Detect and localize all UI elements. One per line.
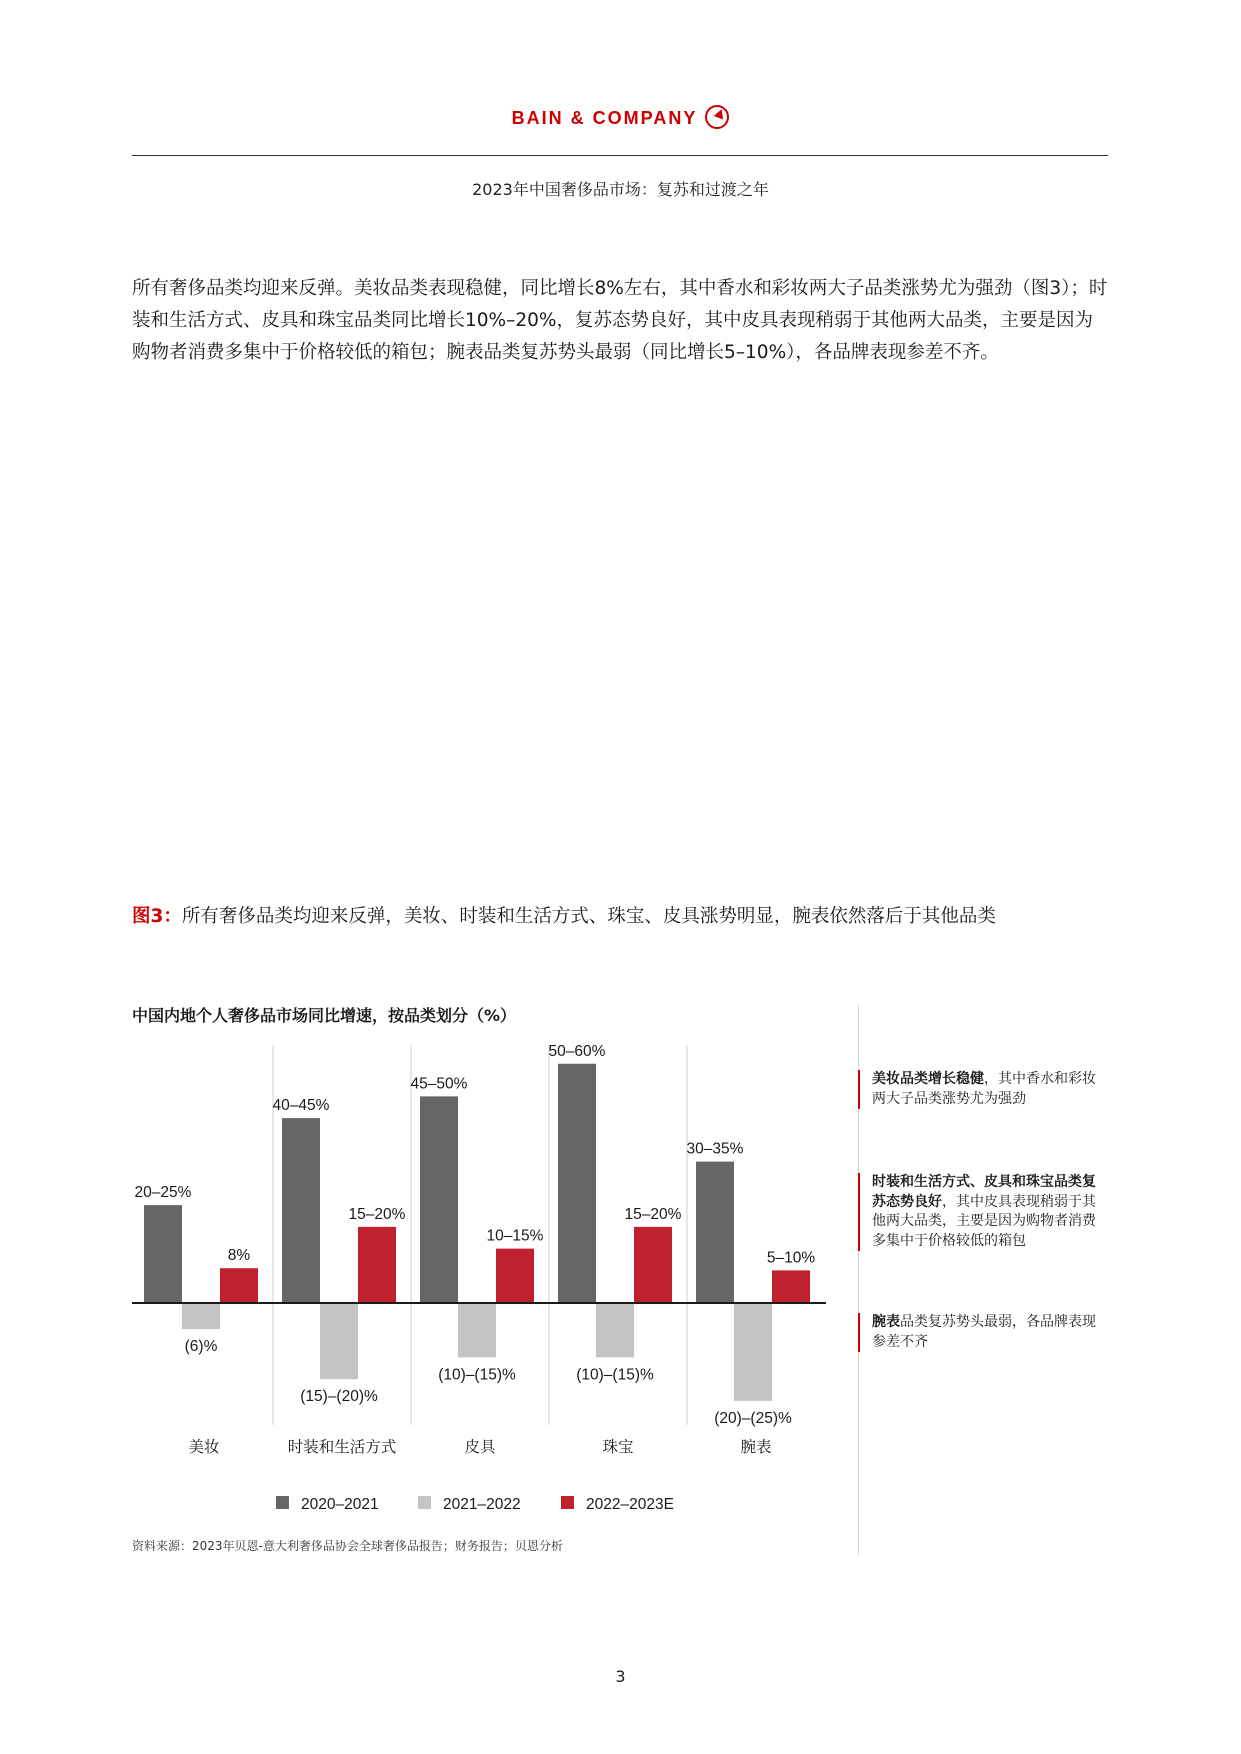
intro-paragraph: 所有奢侈品类均迎来反弹。美妆品类表现稳健，同比增长8%左右，其中香水和彩妆两大子品类涨势尤为强劲（图3）；时装和生活方式、皮具和珠宝品类同比增长10%–20%，复苏态势良好，其中皮具表现稍弱于其他两大品类，主要是因为购物者消费多集中于价格较低的箱包；腕表品类复苏势头最弱（同比增长5–10%），各品牌表现参差不齐。 [132, 278, 1108, 363]
bar [282, 1118, 320, 1303]
bar [144, 1205, 182, 1303]
legend-swatch [561, 1496, 574, 1509]
data-label: 45–50% [410, 1075, 468, 1093]
callout-text: ，其中香水和彩妆两大子品类涨势尤为强劲 [872, 1071, 1096, 1107]
brand-name: BAIN & COMPANY [511, 108, 698, 128]
bar [496, 1249, 534, 1303]
figure-label: 图3： [132, 906, 182, 927]
callout-watches [858, 1313, 1098, 1352]
legend-swatch [418, 1496, 431, 1509]
data-label: (6)% [184, 1338, 218, 1356]
callout-bold: 腕表 [872, 1314, 900, 1330]
data-label: (15)–(20)% [300, 1388, 378, 1406]
category-label: 腕表 [740, 1439, 772, 1456]
data-label: (10)–(15)% [438, 1366, 516, 1384]
bar [596, 1303, 634, 1357]
legend-swatch [276, 1496, 289, 1509]
data-label: 15–20% [624, 1205, 682, 1223]
figure-caption-text: 所有奢侈品类均迎来反弹，美妆、时装和生活方式、珠宝、皮具涨势明显，腕表依然落后于其他品类 [181, 906, 996, 927]
report-subtitle: 2023年中国奢侈品市场：复苏和过渡之年 [472, 180, 769, 199]
data-label: 15–20% [348, 1205, 406, 1223]
legend-label: 2020–2021 [301, 1496, 379, 1513]
chart-title: 中国内地个人奢侈品市场同比增速，按品类划分（%） [132, 1006, 517, 1025]
data-label: 50–60% [548, 1042, 606, 1060]
bar [696, 1162, 734, 1303]
category-label: 美妆 [188, 1439, 220, 1456]
bar [458, 1303, 496, 1357]
callout-bold: 时装和生活方式、皮具和珠宝品类复苏态势良好 [872, 1174, 1096, 1210]
data-label: 30–35% [686, 1140, 744, 1158]
callout-text: ，其中皮具表现稍弱于其他两大品类，主要是因为购物者消费多集中于价格较低的箱包 [872, 1193, 1096, 1249]
data-label: 5–10% [766, 1249, 816, 1267]
data-label: 10–15% [486, 1227, 544, 1245]
bar [420, 1096, 458, 1303]
category-label: 皮具 [464, 1439, 496, 1456]
data-label: 20–25% [134, 1184, 192, 1202]
source-note: 资料来源：2023年贝恩-意大利奢侈品协会全球奢侈品报告；财务报告；贝恩分析 [132, 1539, 563, 1553]
bar [558, 1064, 596, 1303]
category-label: 珠宝 [602, 1439, 634, 1456]
data-label: (20)–(25)% [714, 1409, 792, 1427]
callout-fashion-leather-jewelry [858, 1173, 1098, 1251]
bar [182, 1303, 220, 1329]
legend-label: 2021–2022 [443, 1496, 521, 1513]
callout-beauty [858, 1070, 1098, 1109]
callout-bold: 美妆品类增长稳健 [872, 1071, 984, 1087]
data-label: 8% [227, 1247, 251, 1265]
bar [634, 1227, 672, 1303]
legend-label: 2022–2023E [586, 1496, 674, 1513]
bar [772, 1270, 810, 1303]
bar [320, 1303, 358, 1379]
category-label: 时装和生活方式 [287, 1439, 397, 1456]
bar [220, 1268, 258, 1303]
page-number: 3 [615, 1667, 626, 1686]
bar [358, 1227, 396, 1303]
data-label: 40–45% [272, 1097, 330, 1115]
bar [734, 1303, 772, 1401]
data-label: (10)–(15)% [576, 1366, 654, 1384]
callout-text: 品类复苏势头最弱，各品牌表现参差不齐 [872, 1314, 1096, 1350]
